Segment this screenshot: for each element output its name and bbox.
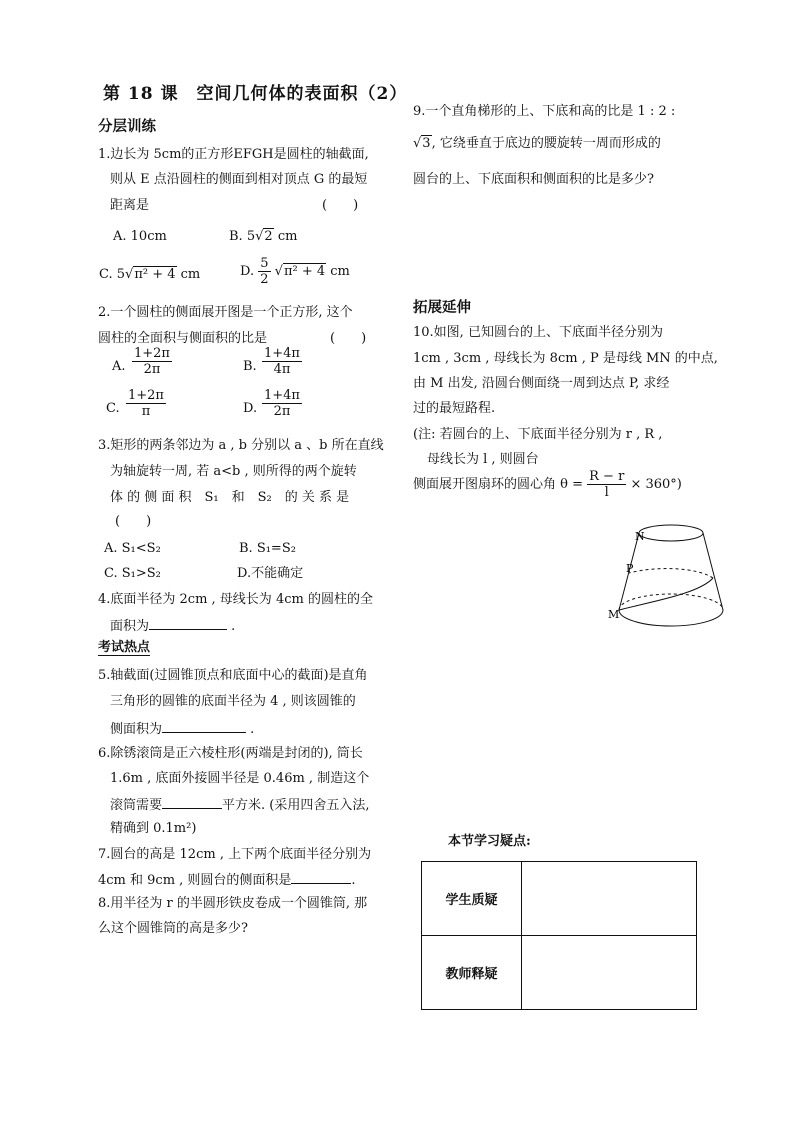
q10-line-1: 10.如图, 已知圆台的上、下底面半径分别为 bbox=[413, 325, 663, 340]
q3-option-c: C. S₁>S₂ bbox=[104, 566, 161, 581]
q1-option-b: B. 5√2 cm bbox=[229, 229, 298, 244]
q2-option-b-label: B. bbox=[243, 359, 257, 374]
q8-line-2: 么这个圆锥筒的高是多少? bbox=[98, 921, 248, 936]
section-heading-exam: 考试热点 bbox=[98, 640, 151, 655]
q1-line-3: 距离是 bbox=[110, 198, 150, 213]
q10-line-3: 由 M 出发, 沿圆台侧面绕一周到达点 P, 求经 bbox=[413, 376, 670, 391]
q5-line-1: 5.轴截面(过圆锥顶点和底面中心的截面)是直角 bbox=[98, 668, 368, 683]
shortest-path-front bbox=[619, 578, 713, 610]
doubts-row-teacher bbox=[422, 936, 697, 1010]
shortest-path-back bbox=[629, 569, 713, 578]
q4-line-1: 4.底面半径为 2cm , 母线长为 4cm 的圆柱的全 bbox=[98, 592, 373, 607]
q1-answer-paren: ( ) bbox=[322, 198, 359, 213]
q3-option-b: B. S₁=S₂ bbox=[239, 541, 296, 556]
section-heading-layered: 分层训练 bbox=[98, 118, 156, 135]
q6-line-1: 6.除锈滚筒是正六棱柱形(两端是封闭的), 筒长 bbox=[98, 746, 363, 761]
doubts-row-student bbox=[422, 862, 697, 936]
q2-line-2: 圆柱的全面积与侧面积的比是 bbox=[98, 331, 268, 346]
frustum-top-ellipse bbox=[639, 525, 703, 541]
q4-line-2: 面积为 . bbox=[110, 616, 235, 635]
q3-option-d: D.不能确定 bbox=[237, 566, 304, 581]
q10-line-2: 1cm , 3cm , 母线长为 8cm , P 是母线 MN 的中点, bbox=[413, 351, 718, 366]
frustum-figure bbox=[604, 522, 734, 642]
student-question-cell[interactable] bbox=[522, 862, 697, 936]
q2-option-a-label: A. bbox=[112, 359, 126, 374]
section-heading-extend: 拓展延伸 bbox=[413, 299, 471, 316]
q10-line-4: 过的最短路程. bbox=[413, 401, 496, 416]
q2-option-c-fraction: $\frac{1+2\pi}{\pi}$ bbox=[128, 388, 164, 419]
q7-line-2: 4cm 和 9cm , 则圆台的侧面积是 . bbox=[98, 870, 356, 889]
q1-option-c: C. 5√π² + 4 cm bbox=[99, 267, 201, 282]
q6-line-4: 精确到 0.1m²) bbox=[110, 821, 197, 836]
q2-option-c-label: C. bbox=[106, 401, 120, 416]
q2-answer-paren: ( ) bbox=[330, 331, 367, 346]
q5-line-2: 三角形的圆锥的底面半径为 4 , 则该圆锥的 bbox=[110, 694, 356, 709]
q1-line-2: 则从 E 点沿圆柱的侧面到相对顶点 G 的最短 bbox=[110, 172, 368, 187]
q5-answer-blank bbox=[162, 719, 246, 733]
q10-note-line-3: 侧面展开图扇环的圆心角 θ = $\frac{R - r}{l}$ × 360°) bbox=[413, 469, 682, 500]
q3-line-1: 3.矩形的两条邻边为 a , b 分别以 a 、b 所在直线 bbox=[98, 438, 384, 453]
q2-line-1: 2.一个圆柱的侧面展开图是一个正方形, 这个 bbox=[98, 305, 353, 320]
doubts-table bbox=[421, 861, 697, 1010]
page-title: 第 18 课 空间几何体的表面积（2） bbox=[103, 84, 408, 104]
q2-option-b-fraction: $\frac{1+4\pi}{4\pi}$ bbox=[264, 346, 300, 377]
q10-note-line-1: (注: 若圆台的上、下底面半径分别为 r , R , bbox=[413, 427, 663, 442]
student-question-label: 学生质疑 bbox=[422, 862, 522, 936]
q6-answer-blank bbox=[162, 795, 222, 809]
doubts-heading: 本节学习疑点: bbox=[448, 834, 531, 849]
q10-note-line-2: 母线长为 l , 则圆台 bbox=[427, 452, 539, 467]
q6-line-2: 1.6m , 底面外接圆半径是 0.46m , 制造这个 bbox=[110, 771, 370, 786]
q6-line-3: 滚筒需要 平方米. (采用四舍五入法, bbox=[110, 795, 370, 814]
teacher-answer-label: 教师释疑 bbox=[422, 936, 522, 1010]
q3-answer-paren: ( ) bbox=[115, 514, 152, 529]
q9-line-2: √3, 它绕垂直于底边的腰旋转一周而形成的 bbox=[413, 136, 661, 151]
q9-line-3: 圆台的上、下底面积和侧面积的比是多少? bbox=[413, 172, 654, 187]
q3-option-a: A. S₁<S₂ bbox=[104, 541, 161, 556]
q4-answer-blank bbox=[149, 616, 227, 630]
q3-line-3: 体 的 侧 面 积 S₁ 和 S₂ 的 关 系 是 bbox=[110, 490, 350, 505]
q2-option-a-fraction: $\frac{1+2\pi}{2\pi}$ bbox=[134, 346, 170, 377]
q1-option-a: A. 10cm bbox=[113, 229, 167, 244]
label-n: N bbox=[635, 530, 645, 543]
q7-line-1: 7.圆台的高是 12cm , 上下两个底面半径分别为 bbox=[98, 847, 372, 862]
q3-line-2: 为轴旋转一周, 若 a<b , 则所得的两个旋转 bbox=[110, 464, 357, 479]
q1-line-1: 1.边长为 5cm的正方形EFGH是圆柱的轴截面, bbox=[98, 147, 369, 162]
label-p: P bbox=[626, 562, 634, 575]
q2-option-d-label: D. bbox=[243, 401, 258, 416]
q8-line-1: 8.用半径为 r 的半圆形铁皮卷成一个圆锥筒, 那 bbox=[98, 896, 368, 911]
teacher-answer-cell[interactable] bbox=[522, 936, 697, 1010]
q2-option-d-fraction: $\frac{1+4\pi}{2\pi}$ bbox=[264, 388, 300, 419]
q1-option-d: D. $\frac{5}{2}$ √π² + 4 cm bbox=[240, 256, 350, 287]
q9-line-1: 9.一个直角梯形的上、下底和高的比是 1 : 2 : bbox=[413, 104, 676, 119]
label-m: M bbox=[608, 608, 620, 621]
q7-answer-blank bbox=[291, 870, 351, 884]
frustum-base-front-arc bbox=[619, 610, 723, 626]
q5-line-3: 侧面积为 . bbox=[110, 719, 254, 738]
frustum-base-back-arc bbox=[619, 594, 723, 610]
